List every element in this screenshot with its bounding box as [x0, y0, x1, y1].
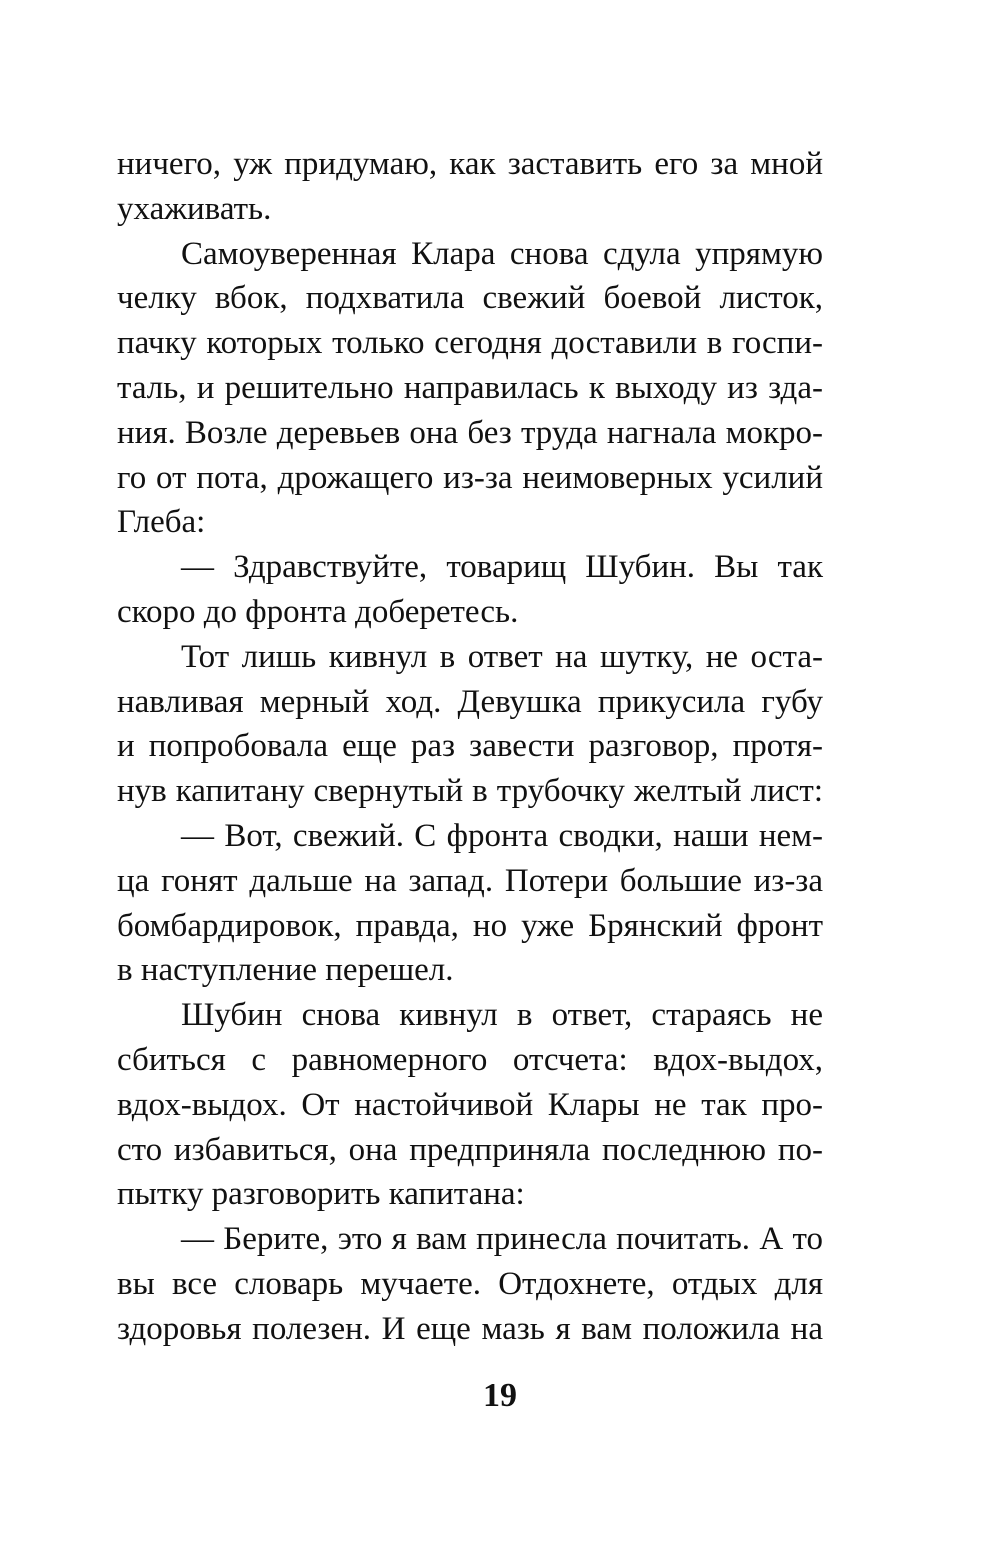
- text-line: Шубин снова кивнул в ответ, стараясь не: [181, 997, 823, 1034]
- text-line: ухаживать.: [117, 190, 272, 227]
- page-body-text: [117, 142, 823, 1352]
- text-line: пачку которых только сегодня доставили в госпи-: [117, 325, 823, 362]
- text-line: скоро до фронта доберетесь.: [117, 593, 519, 630]
- text-line: сто избавиться, она предприняла последнюю по-: [117, 1131, 823, 1168]
- text-line: вы все словарь мучаете. Отдохнете, отдых для: [117, 1265, 823, 1302]
- text-line: нув капитану свернутый в трубочку желтый лист:: [117, 773, 823, 810]
- text-line: пытку разговорить капитана:: [117, 1176, 525, 1213]
- text-line: — Здравствуйте, товарищ Шубин. Вы так: [181, 549, 823, 586]
- text-line: ния. Возле деревьев она без труда нагнала мокро-: [117, 414, 823, 451]
- text-line: Самоуверенная Клара снова сдула упрямую: [181, 235, 823, 272]
- text-line: — Вот, свежий. С фронта сводки, наши нем-: [181, 817, 823, 854]
- text-line: Глеба:: [117, 504, 206, 541]
- text-line: сбиться с равномерного отсчета: вдох-выдох,: [117, 1041, 823, 1078]
- text-line: — Берите, это я вам принесла почитать. А то: [181, 1221, 823, 1258]
- text-line: вдох-выдох. От настойчивой Клары не так про-: [117, 1086, 823, 1123]
- text-line: ничего, уж придумаю, как заставить его за мной: [117, 146, 823, 182]
- text-line: навливая мерный ход. Девушка прикусила губу: [117, 683, 823, 720]
- text-line: ца гонят дальше на запад. Потери большие из-за: [117, 862, 823, 899]
- text-line: бомбардировок, правда, но уже Брянский фронт: [117, 907, 823, 944]
- text-line: в наступление перешел.: [117, 952, 454, 989]
- page-number: 19: [483, 1377, 517, 1414]
- text-line: Тот лишь кивнул в ответ на шутку, не оста-: [181, 638, 823, 675]
- text-line: таль, и решительно направилась к выходу из зда-: [117, 369, 823, 406]
- text-line: здоровья полезен. И еще мазь я вам положила на: [117, 1310, 823, 1347]
- text-line: го от пота, дрожащего из-за неимоверных усилий: [117, 459, 823, 496]
- text-line: челку вбок, подхватила свежий боевой листок,: [117, 280, 823, 317]
- text-line: и попробовала еще раз завести разговор, протя-: [117, 728, 823, 765]
